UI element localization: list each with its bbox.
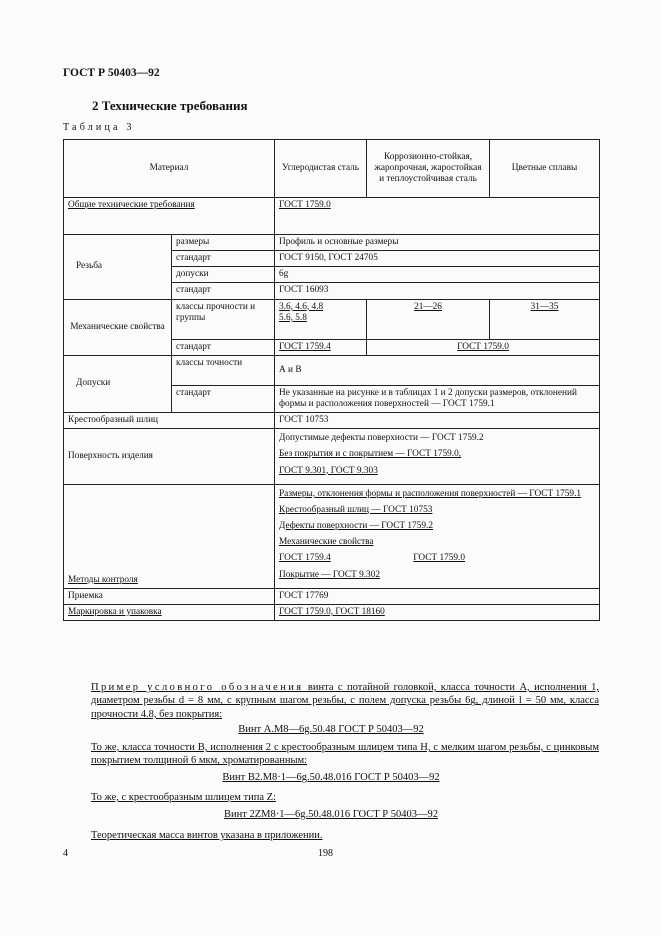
designation-3: Винт 2ZM8·1—6g.50.48.016 ГОСТ Р 50403—92 (224, 809, 438, 820)
table-header-row (64, 140, 600, 198)
row-marking (64, 604, 600, 620)
document-header: ГОСТ Р 50403—92 (63, 67, 160, 79)
header-stainless: Коррозионно-стойкая, жаропрочная, жаростойкая и теплоустойчивая сталь (367, 140, 490, 198)
label-control: Методы контроля (64, 484, 275, 588)
row-tolerances-1 (64, 355, 600, 385)
row-general (64, 198, 600, 235)
thread-sub: допуски (172, 267, 275, 283)
value-control: Размеры, отклонения формы и расположения поверхностей — ГОСТ 1759.1 Крестообразный шлиц — ГОСТ 10753 Дефекты поверхности — ГОСТ 1759.2 Механические свойства ГОСТ 1759.4 ГОСТ 1759.0 Покрытие — ГОСТ 9.302 (275, 484, 600, 588)
mech-stainless-classes: 21—26 (367, 299, 490, 339)
page-number-center: 198 (318, 848, 333, 859)
label-mech: Механические свойства (64, 299, 172, 355)
mech-sub-classes: классы прочности и группы (172, 299, 275, 339)
requirements-table (63, 139, 600, 621)
thread-sub: стандарт (172, 283, 275, 299)
label-slot: Крестообразный шлиц (64, 413, 275, 429)
row-surface (64, 429, 600, 484)
example-lead: Пример условного обозначения (91, 682, 304, 693)
value-general: ГОСТ 1759.0 (275, 198, 600, 235)
mech-carbon-classes: 3.6, 4.6, 4.8 5.6, 5.8 (275, 299, 367, 339)
thread-value: ГОСТ 9150, ГОСТ 24705 (275, 251, 600, 267)
row-mech-1 (64, 299, 600, 339)
paragraph-2: То же, класса точности В, исполнения 2 с крестообразным шлицем типа Н, с мелким шагом резьбы, с цинковым покрытием толщиной 6 мкм, хроматированным: (91, 742, 599, 767)
designation-2: Винт В2.М8·1—6g.50.48.016 ГОСТ Р 50403—92 (222, 772, 440, 783)
designation-1: Винт А.М8—6g.50.48 ГОСТ Р 50403—92 (238, 724, 424, 735)
header-nonferrous: Цветные сплавы (490, 140, 600, 198)
value-slot: ГОСТ 10753 (275, 413, 600, 429)
thread-value: ГОСТ 16093 (275, 283, 600, 299)
mech-nonferrous-classes: 31—35 (490, 299, 600, 339)
tolerances-sub-classes: классы точности (172, 355, 275, 385)
mech-std-carbon: ГОСТ 1759.4 (275, 339, 367, 355)
label-surface: Поверхность изделия (64, 429, 275, 484)
header-carbon: Углеродистая сталь (275, 140, 367, 198)
label-thread: Резьба (64, 235, 172, 300)
paragraph-4: Теоретическая масса винтов указана в приложении. (91, 830, 323, 841)
paragraph-3: То же, с крестообразным шлицем типа Z: (91, 792, 276, 803)
value-marking: ГОСТ 1759.0, ГОСТ 18160 (275, 604, 600, 620)
example-paragraph (63, 681, 599, 721)
thread-value: Профиль и основные размеры (275, 235, 600, 251)
label-general: Общие технические требования (64, 198, 275, 235)
tolerances-sub-standard: стандарт (172, 385, 275, 412)
mech-sub-standard: стандарт (172, 339, 275, 355)
mech-std-other: ГОСТ 1759.0 (367, 339, 600, 355)
thread-value: 6g (275, 267, 600, 283)
tolerances-value-standard: Не указанные на рисунке и в таблицах 1 и 2 допуски размеров, отклонений формы и расположения поверхностей — ГОСТ 1759.1 (275, 385, 600, 412)
example-text: винта с потайной головкой, класса точности А, исполнения 1, диаметром резьбы d = 8 мм, с крупным шагом резьбы, с полем допуска резьбы 6g, длиной l = 50 мм, класса прочности 4.8, без покрытия: (91, 682, 599, 720)
tolerances-value-classes: А и В (275, 355, 600, 385)
row-thread-1 (64, 235, 600, 251)
label-tolerances: Допуски (64, 355, 172, 412)
label-marking: Маркировка и упаковка (64, 604, 275, 620)
value-acceptance: ГОСТ 17769 (275, 588, 600, 604)
label-acceptance: Приемка (64, 588, 275, 604)
thread-sub: стандарт (172, 251, 275, 267)
table-label: Таблица 3 (63, 122, 135, 133)
header-material: Материал (64, 140, 275, 198)
row-control (64, 484, 600, 588)
row-slot (64, 413, 600, 429)
section-title: 2 Технические требования (92, 98, 248, 113)
value-surface: Допустимые дефекты поверхности — ГОСТ 1759.2 Без покрытия и с покрытием — ГОСТ 1759.0, ГОСТ 9.301, ГОСТ 9.303 (275, 429, 600, 484)
row-acceptance (64, 588, 600, 604)
page-number-left: 4 (63, 848, 68, 859)
thread-sub: размеры (172, 235, 275, 251)
